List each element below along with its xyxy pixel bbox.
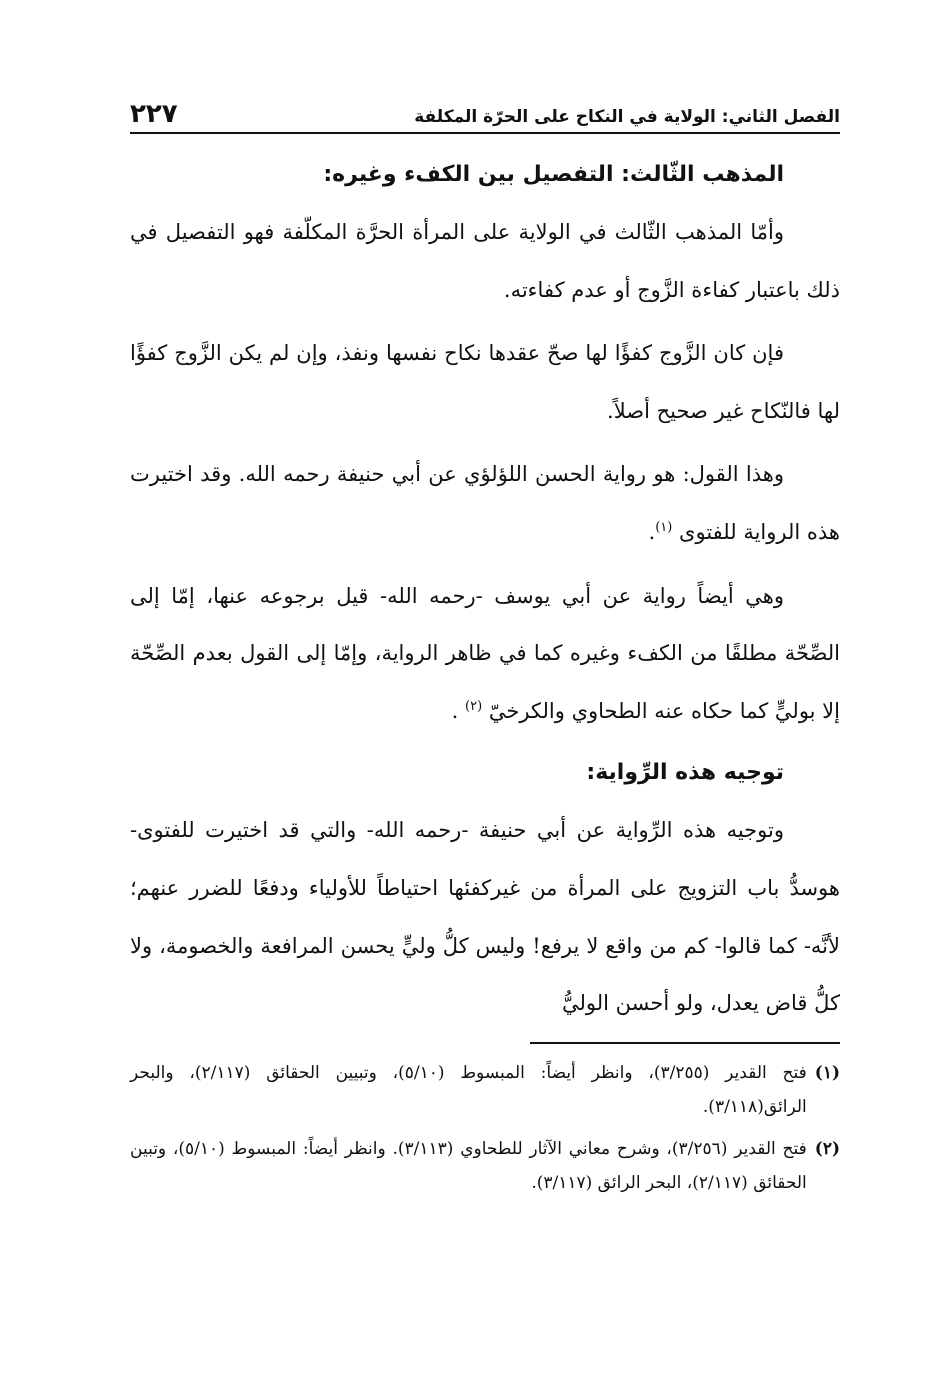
paragraph-4-text: وهي أيضاً رواية عن أبي يوسف -رحمه الله- قيل برجوعه عنها، إمّا إلى الصِّحّة مطلقًا من الكفء وغيره كما في ظاهر الرواية، وإمّا إلى القول بعدم الصِّحّة إلا بوليٍّ كما حكاه عنه الطحاوي والكرخيّ	[130, 583, 840, 723]
book-page	[130, 88, 840, 1377]
paragraph-2: فإن كان الزَّوج كفؤًا لها صحّ عقدها نكاح نفسها ونفذ، وإن لم يكن الزَّوج كفؤًا لها فالنّكاح غير صحيح أصلاً.	[130, 341, 840, 423]
paragraph-4	[130, 568, 840, 741]
footnote-ref-1[interactable]: (١)	[655, 519, 673, 535]
footnote-ref-2[interactable]: (٢)	[465, 698, 483, 714]
footnote-number: (٢)	[814, 1139, 840, 1159]
running-header	[130, 88, 840, 134]
footnote-2	[130, 1132, 840, 1200]
section-heading-justification: توجيه هذه الرِّواية:	[586, 760, 784, 786]
paragraph-1: وأمّا المذهب الثّالث في الولاية على المرأة الحرَّة المكلّفة فهو التفصيل في ذلك باعتبار كفاءة الزَّوج أو عدم كفاءته.	[130, 220, 840, 302]
main-text	[130, 146, 840, 1033]
paragraph-3	[130, 446, 840, 561]
footnote-divider	[530, 1042, 840, 1044]
footnote-1	[130, 1056, 840, 1124]
paragraph-5: وتوجيه هذه الرِّواية عن أبي حنيفة -رحمه الله- والتي قد اختيرت للفتوى- هوسدُّ باب التزويج على المرأة من غيركفئها احتياطاً للأولياء ودفعًا للضرر عنهم؛ لأنَّه- كما قالوا- كم من واقع لا يرفع! وليس كلُّ وليٍّ يحسن المرافعة والخصومة، ولا كلُّ قاض يعدل، ولو أحسن الوليُّ	[130, 818, 840, 1016]
footnotes	[130, 1042, 840, 1208]
running-title: الفصل الثاني: الولاية في النكاح على الحرّة المكلفة	[414, 107, 840, 127]
section-heading-third-school: المذهب الثّالث: التفصيل بين الكفء وغيره:	[323, 162, 784, 187]
paragraph-3-end: .	[648, 519, 656, 544]
page-number: ٢٢٧	[130, 99, 178, 129]
footnote-text: فتح القدير (٣/٢٥٥)، وانظر أيضاً: المبسوط (٥/١٠)، وتبيين الحقائق (٢/١١٧)، والبحر الرائق(٣/١١٨).	[130, 1063, 807, 1117]
paragraph-4-end: .	[451, 698, 466, 723]
paragraph-3-text: وهذا القول: هو رواية الحسن اللؤلؤي عن أبي حنيفة رحمه الله. وقد اختيرت هذه الرواية للفتوى	[130, 462, 840, 544]
footnote-number: (١)	[814, 1063, 840, 1083]
footnote-text: فتح القدير (٣/٢٥٦)، وشرح معاني الآثار للطحاوي (٣/١١٣). وانظر أيضاً: المبسوط (٥/١٠)، وتبين الحقائق (٢/١١٧)، البحر الرائق (٣/١١٧).	[130, 1139, 807, 1193]
